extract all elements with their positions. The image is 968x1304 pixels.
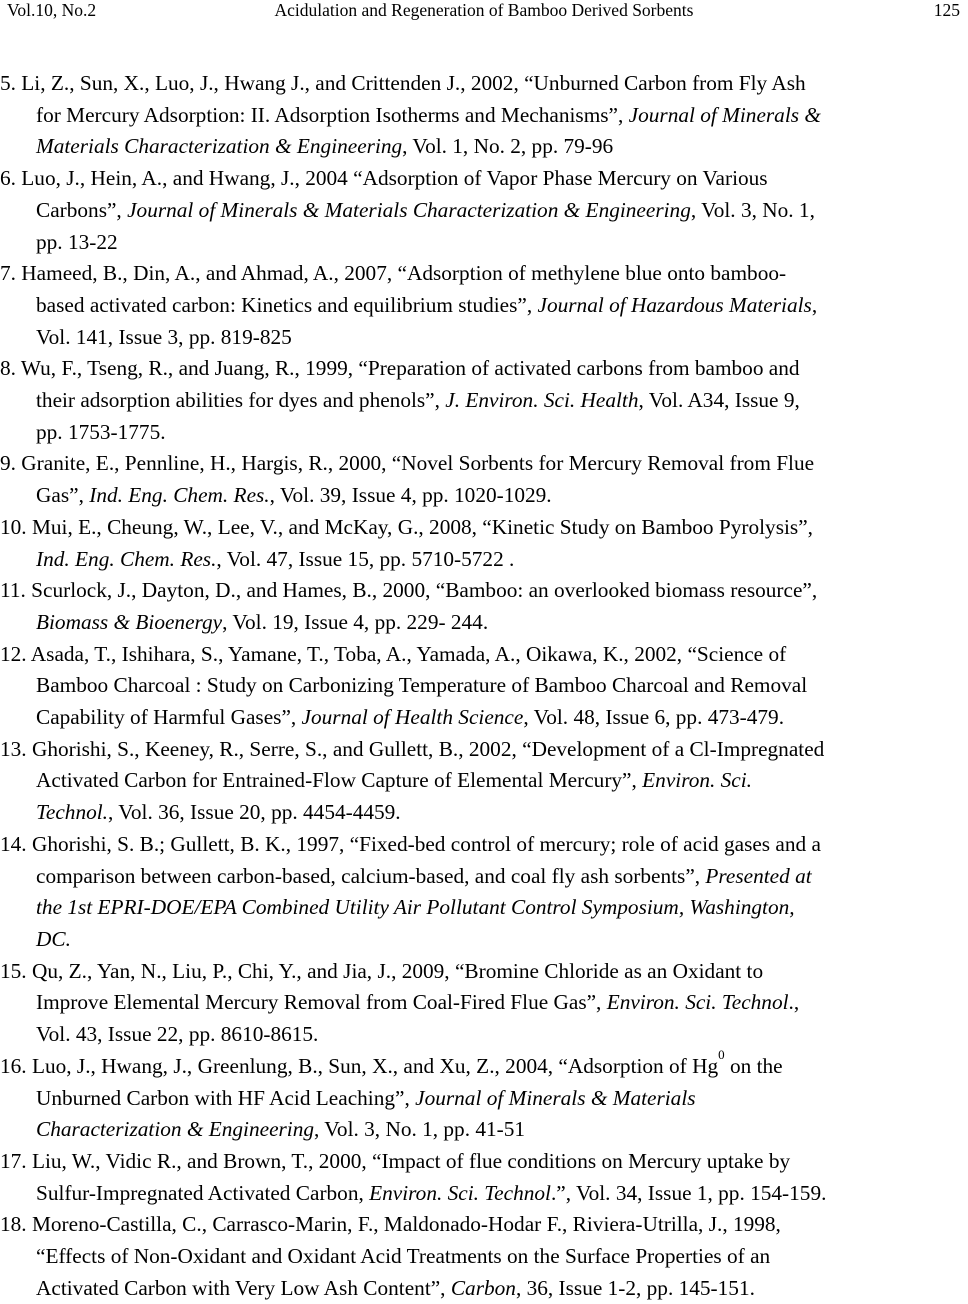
italic-source: Journal of Minerals & Materials [415, 1085, 696, 1110]
reference-text: 16. Luo, J., Hwang, J., Greenlung, B., Sun, X., and Xu, Z., 2004, “Adsorption of Hg [0, 1053, 719, 1078]
page-number: 125 [933, 0, 960, 20]
reference-text: , Vol. 47, Issue 15, pp. 5710-5722 . [216, 546, 515, 571]
reference-text: 18. Moreno-Castilla, C., Carrasco-Marin, F., Maldonado-Hodar F., Riviera-Utrilla, J., 1998, [0, 1212, 781, 1237]
reference-continuation-line [36, 322, 968, 354]
italic-source: Characterization & Engineering [36, 1117, 315, 1142]
reference-continuation-line [36, 1114, 968, 1146]
reference-text: Vol. 141, Issue 3, pp. 819-825 [36, 324, 292, 349]
italic-source: Materials Characterization & Engineering [36, 134, 403, 159]
reference-text: Unburned Carbon with HF Acid Leaching”, [36, 1085, 416, 1110]
reference-first-line [0, 448, 968, 480]
italic-source: DC. [36, 926, 71, 951]
reference-text: their adsorption abilities for dyes and phenols”, [36, 388, 446, 413]
reference-continuation-line [36, 385, 968, 417]
italic-source: Presented at [705, 863, 812, 888]
reference-text: 12. Asada, T., Ishihara, S., Yamane, T., Toba, A., Yamada, A., Oikawa, K., 2002, “Science of [0, 641, 787, 666]
reference-text: pp. 1753-1775. [36, 419, 166, 444]
reference-text: pp. 13-22 [36, 229, 118, 254]
reference-continuation-line [36, 797, 968, 829]
reference-text: based activated carbon: Kinetics and equilibrium studies”, [36, 292, 538, 317]
italic-source: Environ. Sci. Technol [606, 990, 789, 1015]
reference-continuation-line [36, 607, 968, 639]
reference-first-line [0, 1046, 968, 1083]
reference-continuation-line [36, 1241, 968, 1273]
reference-continuation-line [36, 765, 968, 797]
reference-item [0, 448, 968, 511]
reference-continuation-line [36, 1273, 968, 1304]
reference-text: , [811, 292, 818, 317]
reference-text: 14. Ghorishi, S. B.; Gullett, B. K., 1997, “Fixed-bed control of mercury; role of acid gases and a [0, 831, 821, 856]
reference-text: , Vol. 39, Issue 4, pp. 1020-1029. [269, 483, 552, 508]
reference-continuation-line [36, 670, 968, 702]
reference-first-line [0, 1146, 968, 1178]
reference-text: 5. Li, Z., Sun, X., Luo, J., Hwang J., and Crittenden J., 2002, “Unburned Carbon from Fly Ash [0, 71, 806, 95]
reference-text: ., [788, 990, 800, 1015]
reference-list [0, 68, 968, 1304]
reference-item [0, 258, 968, 353]
reference-text: on the [724, 1053, 783, 1078]
reference-continuation-line [36, 861, 968, 893]
reference-item [0, 1146, 968, 1209]
reference-text: Sulfur-Impregnated Activated Carbon, [36, 1180, 370, 1205]
reference-first-line [0, 68, 968, 100]
reference-first-line [0, 639, 968, 671]
reference-continuation-line [36, 987, 968, 1019]
reference-continuation-line [36, 480, 968, 512]
reference-continuation-line [36, 417, 968, 449]
reference-text: , Vol. 3, No. 1, pp. 41-51 [314, 1117, 526, 1142]
italic-source: Journal of Minerals & Materials Characterization & Engineering [127, 197, 691, 222]
reference-text: , Vol. A34, Issue 9, [638, 388, 800, 413]
reference-item [0, 639, 968, 734]
reference-item [0, 956, 968, 1051]
reference-item [0, 734, 968, 829]
reference-text: Carbons”, [36, 197, 128, 222]
reference-text: Bamboo Charcoal : Study on Carbonizing Temperature of Bamboo Charcoal and Removal [36, 673, 808, 698]
reference-continuation-line [36, 892, 968, 924]
reference-continuation-line [36, 290, 968, 322]
reference-text: .”, Vol. 34, Issue 1, pp. 154-159. [550, 1180, 827, 1205]
running-header [0, 0, 968, 26]
reference-continuation-line [36, 227, 968, 259]
italic-source: Journal of Hazardous Materials [537, 292, 812, 317]
reference-text: 15. Qu, Z., Yan, N., Liu, P., Chi, Y., and Jia, J., 2009, “Bromine Chloride as an Oxidant to [0, 958, 764, 983]
reference-first-line [0, 512, 968, 544]
reference-item [0, 829, 968, 956]
reference-first-line [0, 163, 968, 195]
reference-item [0, 353, 968, 448]
reference-first-line [0, 258, 968, 290]
reference-text: , Vol. 48, Issue 6, pp. 473-479. [523, 705, 785, 730]
running-title: Acidulation and Regeneration of Bamboo Derived Sorbents [274, 0, 694, 20]
reference-text: 17. Liu, W., Vidic R., and Brown, T., 2000, “Impact of flue conditions on Mercury uptake by [0, 1148, 791, 1173]
reference-text: , Vol. 36, Issue 20, pp. 4454-4459. [107, 800, 401, 825]
reference-first-line [0, 1209, 968, 1241]
reference-text: Capability of Harmful Gases”, [36, 705, 302, 730]
reference-continuation-line [36, 702, 968, 734]
italic-source: Journal of Minerals & [628, 102, 821, 127]
italic-source: the 1st EPRI-DOE/EPA Combined Utility Air Pollutant Control Symposium, Washington, [36, 895, 795, 920]
reference-item [0, 68, 968, 163]
reference-text: 6. Luo, J., Hein, A., and Hwang, J., 2004 “Adsorption of Vapor Phase Mercury on Various [0, 166, 768, 191]
reference-text: , 36, Issue 1-2, pp. 145-151. [515, 1275, 755, 1300]
reference-continuation-line [36, 100, 968, 132]
reference-continuation-line [36, 1178, 968, 1210]
italic-source: J. Environ. Sci. Health [445, 388, 639, 413]
reference-text: , Vol. 1, No. 2, pp. 79-96 [402, 134, 614, 159]
reference-first-line [0, 829, 968, 861]
superscript: 0 [718, 1046, 725, 1062]
reference-item [0, 512, 968, 575]
reference-text: “Effects of Non-Oxidant and Oxidant Acid Treatments on the Surface Properties of an [36, 1244, 771, 1269]
reference-continuation-line [36, 1083, 968, 1115]
reference-item [0, 575, 968, 638]
reference-continuation-line [36, 544, 968, 576]
reference-text: 11. Scurlock, J., Dayton, D., and Hames, B., 2000, “Bamboo: an overlooked biomass resource”, [0, 578, 818, 603]
reference-continuation-line [36, 924, 968, 956]
reference-continuation-line [36, 131, 968, 163]
journal-volume: Vol.10, No.2 [7, 0, 97, 20]
reference-text: Vol. 43, Issue 22, pp. 8610-8615. [36, 1022, 319, 1047]
reference-text: 8. Wu, F., Tseng, R., and Juang, R., 1999, “Preparation of activated carbons from bamboo and [0, 356, 800, 381]
reference-item [0, 1046, 968, 1146]
italic-source: Ind. Eng. Chem. Res. [36, 546, 217, 571]
italic-source: Environ. Sci. Technol [369, 1180, 551, 1205]
italic-source: Journal of Health Science [301, 705, 524, 730]
reference-continuation-line [36, 1019, 968, 1051]
reference-text: Gas”, [36, 483, 90, 508]
reference-text: Improve Elemental Mercury Removal from Coal-Fired Flue Gas”, [36, 990, 607, 1015]
reference-text: 13. Ghorishi, S., Keeney, R., Serre, S., and Gullett, B., 2002, “Development of a Cl-Impregnated [0, 736, 825, 761]
reference-text: for Mercury Adsorption: II. Adsorption Isotherms and Mechanisms”, [36, 102, 629, 127]
reference-text: , Vol. 3, No. 1, [690, 197, 815, 222]
reference-text: 9. Granite, E., Pennline, H., Hargis, R., 2000, “Novel Sorbents for Mercury Removal from Flue [0, 451, 815, 476]
reference-text: 7. Hameed, B., Din, A., and Ahmad, A., 2007, “Adsorption of methylene blue onto bamboo- [0, 261, 787, 286]
reference-first-line [0, 734, 968, 766]
reference-item [0, 1209, 968, 1304]
reference-continuation-line [36, 195, 968, 227]
reference-text: comparison between carbon-based, calcium-based, and coal fly ash sorbents”, [36, 863, 706, 888]
italic-source: Ind. Eng. Chem. Res. [89, 483, 270, 508]
reference-text: , Vol. 19, Issue 4, pp. 229- 244. [222, 609, 489, 634]
italic-source: Environ. Sci. [642, 768, 752, 793]
reference-text: 10. Mui, E., Cheung, W., Lee, V., and McKay, G., 2008, “Kinetic Study on Bamboo Pyrolysis”, [0, 514, 813, 539]
reference-text: Activated Carbon with Very Low Ash Content”, [36, 1275, 451, 1300]
italic-source: Carbon [450, 1275, 516, 1300]
italic-source: Technol. [36, 800, 108, 825]
reference-first-line [0, 353, 968, 385]
reference-first-line [0, 956, 968, 988]
reference-text: Activated Carbon for Entrained-Flow Capture of Elemental Mercury”, [36, 768, 643, 793]
reference-item [0, 163, 968, 258]
italic-source: Biomass & Bioenergy [36, 609, 223, 634]
reference-first-line [0, 575, 968, 607]
